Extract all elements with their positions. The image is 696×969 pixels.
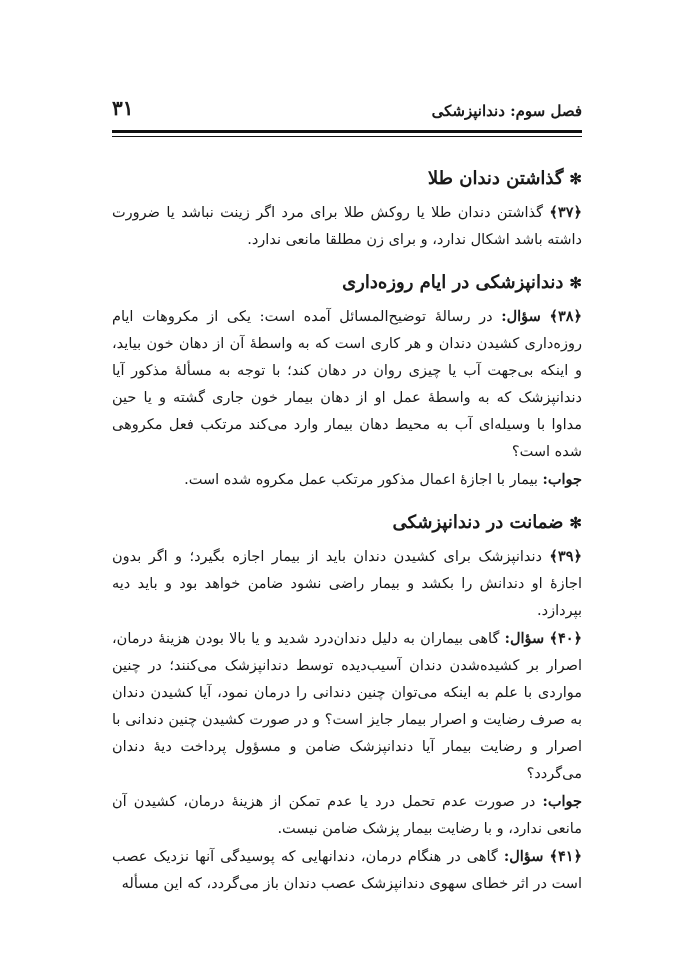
item-number: ﴿۴۱﴾: [549, 848, 583, 865]
item-number: ﴿۳۹﴾: [549, 548, 582, 565]
paragraph-text: گاهی در هنگام درمان، دندانهایی که پوسیدگی آنها نزدیک عصب است در اثر خطای سهوی دندانپزشک عصب دندان باز می‌گردد، که این مسأله: [112, 849, 582, 892]
paragraph: [112, 843, 582, 898]
section-title: گذاشتن دندان طلا: [427, 168, 564, 189]
paragraph: [112, 788, 582, 843]
header-rule-thick: [112, 130, 582, 133]
section-heading: [112, 168, 582, 189]
question-label: سؤال:: [503, 848, 544, 865]
paragraph: [112, 303, 582, 466]
paragraph-text: در رسالۀ توضیح‌المسائل آمده است: یکی از مکروهات ایام روزه‌داری کشیدن دندان و هر کاری است که به واسطۀ آن از دهان خون بیاید، و اینکه بی‌جهت آب یا چیزی روان در دهان کند؛ با توجه به مسألۀ مذکور آیا دندانپزشک که به واسطۀ عمل او از دهان بیمار خون جاری گشته و یا حین مداوا با وسیله‌ای آب به محیط دهان بیمار وارد می‌کند مرتکب فعل مکروهی شده است؟: [112, 309, 582, 460]
answer-label: جواب:: [542, 471, 582, 488]
paragraph-text: گذاشتن دندان طلا یا روکش طلا برای مرد اگر زینت نباشد یا ضرورت داشته باشد اشکال ندارد، و برای زن مطلقا مانعی ندارد.: [112, 205, 582, 248]
paragraph: [112, 466, 582, 494]
question-label: سؤال:: [501, 308, 541, 325]
section-heading: [112, 512, 582, 533]
section-title: دندانپزشکی در ایام روزه‌داری: [342, 272, 564, 293]
star-icon: ✻: [569, 274, 582, 292]
question-label: سؤال:: [504, 630, 545, 647]
page-body: [112, 150, 582, 898]
section-title: ضمانت در دندانپزشکی: [392, 512, 564, 533]
star-icon: ✻: [569, 514, 582, 532]
paragraph-text: بیمار با اجازۀ اعمال مذکور مرتکب عمل مکروه شده است.: [184, 472, 538, 488]
item-number: ﴿۴۰﴾: [549, 630, 583, 647]
paragraph-text: دندانپزشک برای کشیدن دندان باید از بیمار اجازه بگیرد؛ و اگر بدون اجازۀ او دندانش را بکشد و بیمار راضی نشود ضامن خواهد بود و باید دیه بپردازد.: [112, 549, 582, 619]
chapter-title: فصل سوم: دندانپزشکی: [431, 102, 582, 120]
star-icon: ✻: [569, 170, 582, 188]
item-number: ﴿۳۸﴾: [549, 308, 583, 325]
paragraph-text: در صورت عدم تحمل درد یا عدم تمکن از هزینۀ درمان، کشیدن آن مانعی ندارد، و با رضایت بیمار پزشک ضامن نیست.: [112, 794, 582, 837]
item-number: ﴿۳۷﴾: [549, 204, 582, 221]
paragraph: [112, 625, 582, 788]
section-heading: [112, 272, 582, 293]
running-header: [112, 96, 582, 126]
answer-label: جواب:: [542, 793, 582, 810]
header-rule-thin: [112, 136, 582, 137]
paragraph: [112, 543, 582, 625]
page-number: ۳۱: [112, 96, 134, 120]
paragraph-text: گاهی بیماران به دلیل دندان‌درد شدید و یا بالا بودن هزینۀ درمان، اصرار بر کشیده‌شدن دندان آسیب‌دیده توسط دندانپزشک می‌کنند؛ در چنین مواردی با علم به اینکه می‌توان چنین دندانی را درمان نمود، آیا کشیدن دندان به صرف رضایت و اصرار بیمار جایز است؟ و در صورت کشیدن چنین دندانی با اصرار و رضایت بیمار آیا دندانپزشک ضامن و مسؤول پرداخت دیۀ دندان می‌گردد؟: [112, 631, 582, 782]
paragraph: [112, 199, 582, 254]
